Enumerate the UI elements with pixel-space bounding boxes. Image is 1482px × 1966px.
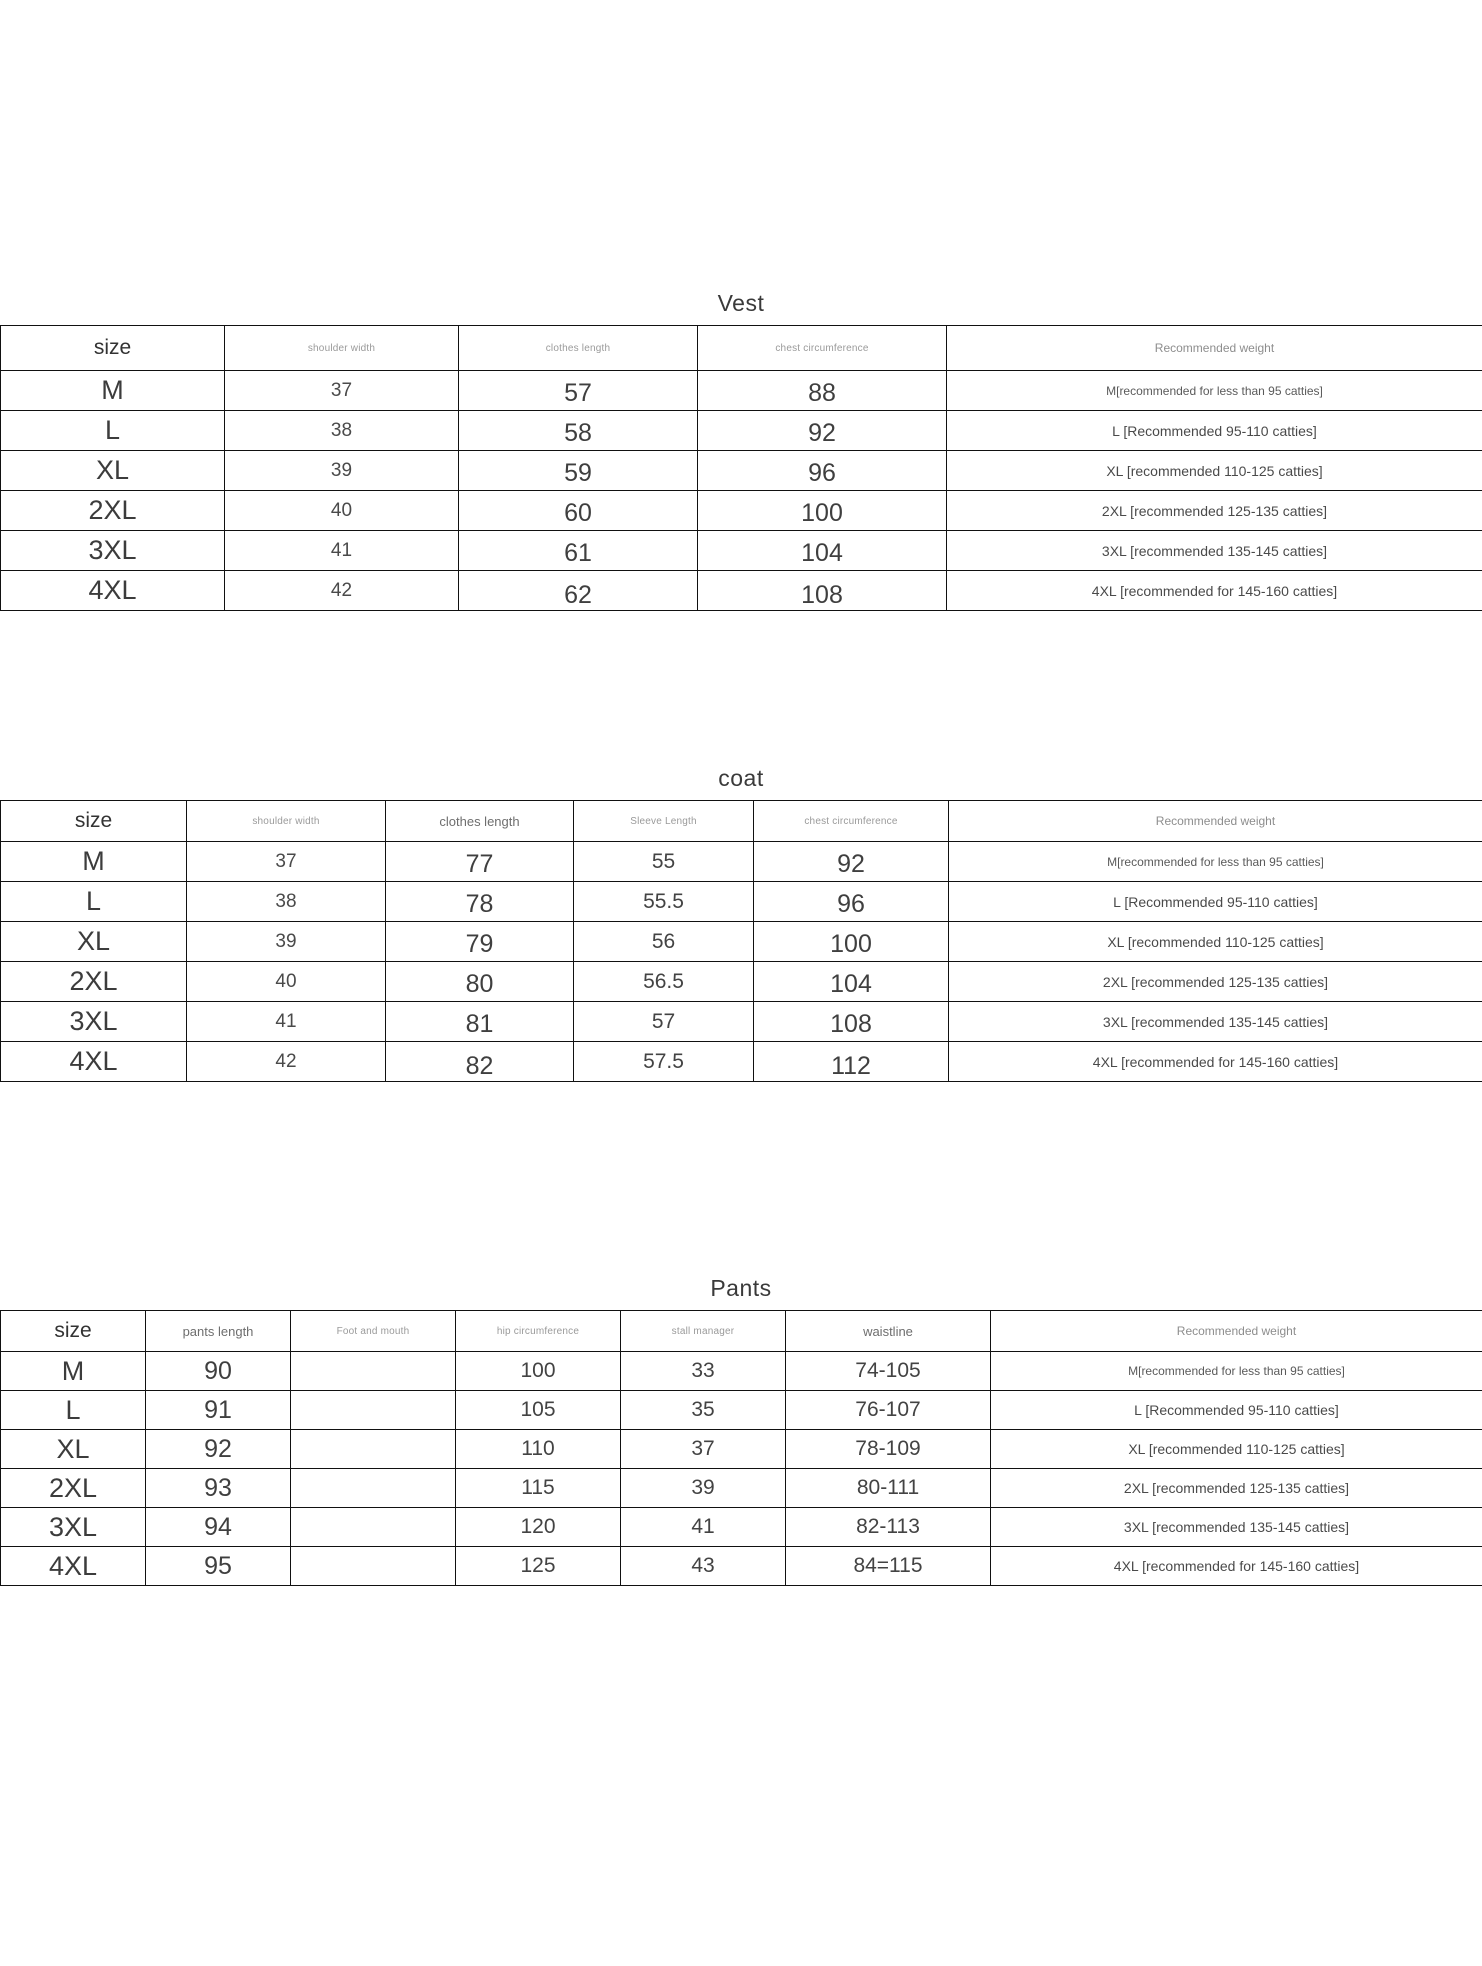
cell-pants-length: 94 <box>146 1508 291 1547</box>
cell-shoulder-width: 41 <box>225 531 459 571</box>
cell-size: 2XL <box>1 1469 146 1508</box>
cell-clothes-length: 77 <box>386 845 574 885</box>
cell-clothes-length: 60 <box>459 494 698 534</box>
cell-recommended-weight: 3XL [recommended 135-145 catties] <box>991 1508 1482 1547</box>
cell-size: M <box>1 842 187 882</box>
cell-chest: 96 <box>698 454 947 494</box>
cell-sleeve-length: 55.5 <box>574 882 754 922</box>
cell-clothes-length: 58 <box>459 414 698 454</box>
header-recommended-weight: Recommended weight <box>949 801 1482 842</box>
cell-recommended-weight: 4XL [recommended for 145-160 catties] <box>949 1042 1482 1082</box>
coat-title: coat <box>718 765 764 791</box>
pants-table <box>0 1310 1482 1586</box>
cell-chest: 96 <box>754 885 949 925</box>
cell-chest: 108 <box>698 576 947 616</box>
cell-size: L <box>1 882 187 922</box>
vest-title: Vest <box>717 290 765 316</box>
cell-recommended-weight: 3XL [recommended 135-145 catties] <box>949 1002 1482 1042</box>
cell-shoulder-width: 41 <box>187 1002 386 1042</box>
table-row <box>1 882 1482 922</box>
cell-shoulder-width: 39 <box>225 451 459 491</box>
table-row <box>1 1391 1482 1430</box>
cell-foot-and-mouth <box>291 1391 456 1430</box>
header-hip-circumference: hip circumference <box>456 1311 621 1352</box>
cell-chest: 104 <box>698 534 947 574</box>
cell-sleeve-length: 57 <box>574 1002 754 1042</box>
table-header-row <box>1 326 1482 371</box>
table-row <box>1 1430 1482 1469</box>
header-size: size <box>1 801 187 842</box>
cell-sleeve-length: 56 <box>574 922 754 962</box>
table-row <box>1 1547 1482 1586</box>
cell-stall-manager: 41 <box>621 1508 786 1547</box>
cell-hip-circumference: 100 <box>456 1352 621 1391</box>
cell-foot-and-mouth <box>291 1430 456 1469</box>
cell-stall-manager: 35 <box>621 1391 786 1430</box>
table-row <box>1 922 1482 962</box>
cell-size: 3XL <box>1 1508 146 1547</box>
cell-shoulder-width: 42 <box>187 1042 386 1082</box>
cell-clothes-length: 57 <box>459 374 698 414</box>
table-row <box>1 842 1482 882</box>
cell-hip-circumference: 120 <box>456 1508 621 1547</box>
cell-stall-manager: 39 <box>621 1469 786 1508</box>
table-row <box>1 1469 1482 1508</box>
cell-pants-length: 90 <box>146 1352 291 1391</box>
table-row <box>1 531 1482 571</box>
cell-recommended-weight: L [Recommended 95-110 catties] <box>991 1391 1482 1430</box>
cell-recommended-weight: M[recommended for less than 95 catties] <box>947 371 1482 411</box>
cell-pants-length: 92 <box>146 1430 291 1469</box>
cell-recommended-weight: XL [recommended 110-125 catties] <box>947 451 1482 491</box>
cell-hip-circumference: 115 <box>456 1469 621 1508</box>
cell-size: XL <box>1 451 225 491</box>
cell-recommended-weight: M[recommended for less than 95 catties] <box>949 842 1482 882</box>
vest-section <box>0 290 1482 611</box>
cell-sleeve-length: 57.5 <box>574 1042 754 1082</box>
header-waistline: waistline <box>786 1311 991 1352</box>
cell-clothes-length: 61 <box>459 534 698 574</box>
header-stall-manager: stall manager <box>621 1311 786 1352</box>
cell-size: 4XL <box>1 571 225 611</box>
cell-sleeve-length: 56.5 <box>574 962 754 1002</box>
cell-size: M <box>1 1352 146 1391</box>
cell-clothes-length: 80 <box>386 965 574 1005</box>
cell-recommended-weight: 4XL [recommended for 145-160 catties] <box>991 1547 1482 1586</box>
cell-recommended-weight: 2XL [recommended 125-135 catties] <box>991 1469 1482 1508</box>
header-recommended-weight: Recommended weight <box>991 1311 1482 1352</box>
cell-chest: 100 <box>754 925 949 965</box>
cell-stall-manager: 43 <box>621 1547 786 1586</box>
cell-hip-circumference: 110 <box>456 1430 621 1469</box>
cell-waistline: 82-113 <box>786 1508 991 1547</box>
cell-shoulder-width: 38 <box>187 882 386 922</box>
header-shoulder-width: shoulder width <box>187 801 386 842</box>
header-pants-length: pants length <box>146 1311 291 1352</box>
header-recommended-weight: Recommended weight <box>947 326 1482 371</box>
cell-recommended-weight: XL [recommended 110-125 catties] <box>949 922 1482 962</box>
cell-foot-and-mouth <box>291 1508 456 1547</box>
cell-recommended-weight: 3XL [recommended 135-145 catties] <box>947 531 1482 571</box>
cell-pants-length: 91 <box>146 1391 291 1430</box>
vest-table <box>0 325 1482 611</box>
coat-table <box>0 800 1482 1082</box>
cell-chest: 108 <box>754 1005 949 1045</box>
table-row <box>1 411 1482 451</box>
header-sleeve-length: Sleeve Length <box>574 801 754 842</box>
table-header-row <box>1 801 1482 842</box>
cell-waistline: 74-105 <box>786 1352 991 1391</box>
cell-hip-circumference: 105 <box>456 1391 621 1430</box>
cell-shoulder-width: 40 <box>225 491 459 531</box>
cell-clothes-length: 78 <box>386 885 574 925</box>
cell-pants-length: 93 <box>146 1469 291 1508</box>
cell-foot-and-mouth <box>291 1469 456 1508</box>
header-foot-and-mouth: Foot and mouth <box>291 1311 456 1352</box>
cell-hip-circumference: 125 <box>456 1547 621 1586</box>
cell-chest: 104 <box>754 965 949 1005</box>
cell-size: XL <box>1 922 187 962</box>
header-size: size <box>1 326 225 371</box>
header-clothes-length: clothes length <box>386 801 574 842</box>
cell-recommended-weight: L [Recommended 95-110 catties] <box>949 882 1482 922</box>
cell-recommended-weight: M[recommended for less than 95 catties] <box>991 1352 1482 1391</box>
cell-recommended-weight: 4XL [recommended for 145-160 catties] <box>947 571 1482 611</box>
pants-title: Pants <box>710 1275 772 1301</box>
header-size: size <box>1 1311 146 1352</box>
cell-shoulder-width: 37 <box>225 371 459 411</box>
table-row <box>1 371 1482 411</box>
cell-waistline: 78-109 <box>786 1430 991 1469</box>
cell-clothes-length: 82 <box>386 1047 574 1087</box>
cell-shoulder-width: 40 <box>187 962 386 1002</box>
cell-size: M <box>1 371 225 411</box>
cell-shoulder-width: 39 <box>187 922 386 962</box>
cell-recommended-weight: 2XL [recommended 125-135 catties] <box>949 962 1482 1002</box>
cell-size: L <box>1 1391 146 1430</box>
header-clothes-length: clothes length <box>459 326 698 371</box>
cell-sleeve-length: 55 <box>574 842 754 882</box>
cell-foot-and-mouth <box>291 1547 456 1586</box>
cell-stall-manager: 33 <box>621 1352 786 1391</box>
coat-section <box>0 765 1482 1082</box>
cell-clothes-length: 62 <box>459 576 698 616</box>
cell-clothes-length: 81 <box>386 1005 574 1045</box>
cell-chest: 112 <box>754 1047 949 1087</box>
table-header-row <box>1 1311 1482 1352</box>
header-shoulder-width: shoulder width <box>225 326 459 371</box>
cell-clothes-length: 79 <box>386 925 574 965</box>
cell-size: XL <box>1 1430 146 1469</box>
header-chest: chest circumference <box>754 801 949 842</box>
cell-chest: 92 <box>698 414 947 454</box>
cell-shoulder-width: 38 <box>225 411 459 451</box>
cell-waistline: 80-111 <box>786 1469 991 1508</box>
cell-waistline: 84=115 <box>786 1547 991 1586</box>
table-row <box>1 1352 1482 1391</box>
cell-foot-and-mouth <box>291 1352 456 1391</box>
cell-recommended-weight: XL [recommended 110-125 catties] <box>991 1430 1482 1469</box>
cell-shoulder-width: 42 <box>225 571 459 611</box>
cell-stall-manager: 37 <box>621 1430 786 1469</box>
table-row <box>1 962 1482 1002</box>
cell-chest: 100 <box>698 494 947 534</box>
table-row <box>1 491 1482 531</box>
cell-size: 4XL <box>1 1042 187 1082</box>
cell-chest: 92 <box>754 845 949 885</box>
table-row <box>1 1042 1482 1082</box>
pants-section <box>0 1275 1482 1586</box>
cell-size: L <box>1 411 225 451</box>
table-row <box>1 451 1482 491</box>
cell-chest: 88 <box>698 374 947 414</box>
cell-waistline: 76-107 <box>786 1391 991 1430</box>
cell-size: 2XL <box>1 491 225 531</box>
cell-size: 3XL <box>1 1002 187 1042</box>
cell-pants-length: 95 <box>146 1547 291 1586</box>
cell-recommended-weight: 2XL [recommended 125-135 catties] <box>947 491 1482 531</box>
cell-clothes-length: 59 <box>459 454 698 494</box>
table-row <box>1 1002 1482 1042</box>
cell-recommended-weight: L [Recommended 95-110 catties] <box>947 411 1482 451</box>
cell-size: 4XL <box>1 1547 146 1586</box>
cell-size: 2XL <box>1 962 187 1002</box>
table-row <box>1 1508 1482 1547</box>
header-chest: chest circumference <box>698 326 947 371</box>
table-row <box>1 571 1482 611</box>
cell-shoulder-width: 37 <box>187 842 386 882</box>
cell-size: 3XL <box>1 531 225 571</box>
